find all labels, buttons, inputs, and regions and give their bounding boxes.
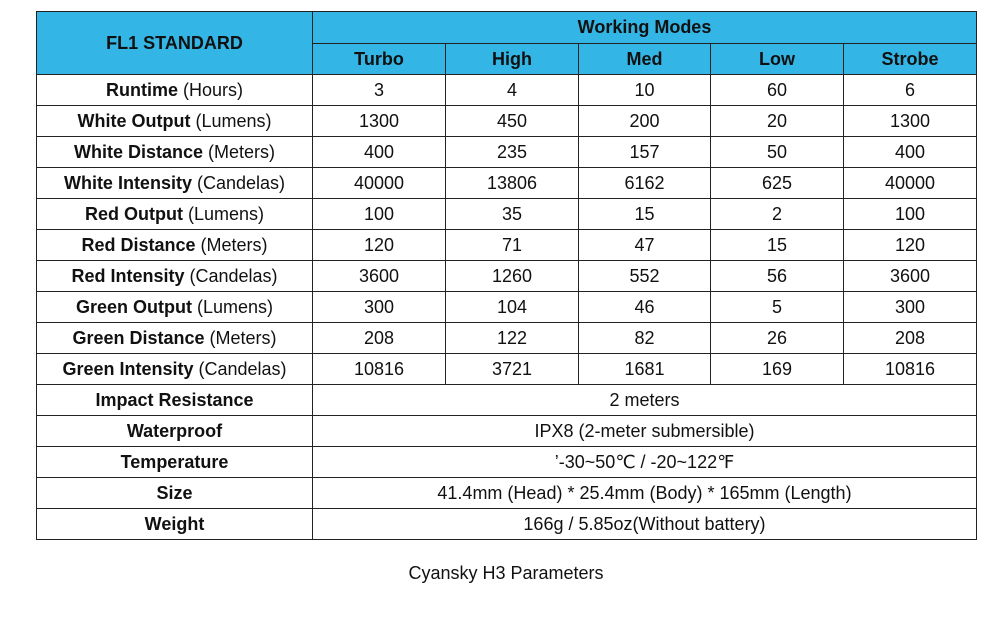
table-cell: 120 bbox=[844, 230, 977, 261]
row-label-unit: (Hours) bbox=[183, 80, 244, 100]
table-cell: 15 bbox=[711, 230, 844, 261]
spec-value: 166g / 5.85oz(Without battery) bbox=[313, 509, 977, 540]
spec-value: IPX8 (2-meter submersible) bbox=[313, 416, 977, 447]
table-cell: 1300 bbox=[844, 106, 977, 137]
table-cell: 104 bbox=[446, 292, 579, 323]
table-cell: 47 bbox=[579, 230, 711, 261]
table-cell: 208 bbox=[844, 323, 977, 354]
row-label-unit: (Meters) bbox=[209, 328, 277, 348]
table-row bbox=[37, 199, 977, 230]
row-label bbox=[37, 168, 313, 199]
table-row bbox=[37, 292, 977, 323]
table-cell: 3600 bbox=[313, 261, 446, 292]
table-cell: 13806 bbox=[446, 168, 579, 199]
table-cell: 169 bbox=[711, 354, 844, 385]
table-cell: 56 bbox=[711, 261, 844, 292]
spec-value: ’-30~50℃ / -20~122℉ bbox=[313, 447, 977, 478]
parameters-table bbox=[36, 11, 977, 540]
table-row bbox=[37, 261, 977, 292]
row-label bbox=[37, 137, 313, 168]
table-cell: 50 bbox=[711, 137, 844, 168]
table-cell: 40000 bbox=[313, 168, 446, 199]
table-row bbox=[37, 354, 977, 385]
row-label bbox=[37, 292, 313, 323]
row-label-name: Green Output bbox=[75, 297, 192, 317]
mode-header-med: Med bbox=[579, 44, 711, 75]
row-label-name: Red Output bbox=[84, 204, 183, 224]
row-label-name: White Output bbox=[77, 111, 191, 131]
row-label-name: Green Distance bbox=[72, 328, 205, 348]
table-cell: 10 bbox=[579, 75, 711, 106]
row-label-unit: (Lumens) bbox=[196, 297, 274, 317]
spec-row bbox=[37, 447, 977, 478]
mode-header-low: Low bbox=[711, 44, 844, 75]
mode-header-turbo: Turbo bbox=[313, 44, 446, 75]
row-label-name: Runtime bbox=[105, 80, 178, 100]
spec-row bbox=[37, 478, 977, 509]
table-row bbox=[37, 106, 977, 137]
table-row bbox=[37, 137, 977, 168]
table-row bbox=[37, 75, 977, 106]
row-label-name: Red Intensity bbox=[71, 266, 185, 286]
table-cell: 4 bbox=[446, 75, 579, 106]
spec-label: Waterproof bbox=[37, 416, 313, 447]
spec-row bbox=[37, 416, 977, 447]
table-cell: 300 bbox=[844, 292, 977, 323]
table-body bbox=[37, 75, 977, 540]
row-label-unit: (Lumens) bbox=[195, 111, 272, 131]
row-label bbox=[37, 261, 313, 292]
table-cell: 3600 bbox=[844, 261, 977, 292]
spec-label: Impact Resistance bbox=[37, 385, 313, 416]
table-cell: 552 bbox=[579, 261, 711, 292]
table-cell: 26 bbox=[711, 323, 844, 354]
mode-header-strobe: Strobe bbox=[844, 44, 977, 75]
table-cell: 6 bbox=[844, 75, 977, 106]
mode-header-high: High bbox=[446, 44, 579, 75]
table-cell: 208 bbox=[313, 323, 446, 354]
table-cell: 200 bbox=[579, 106, 711, 137]
table-cell: 15 bbox=[579, 199, 711, 230]
row-label bbox=[37, 354, 313, 385]
table-cell: 300 bbox=[313, 292, 446, 323]
spec-value: 41.4mm (Head) * 25.4mm (Body) * 165mm (Length) bbox=[313, 478, 977, 509]
table-cell: 10816 bbox=[313, 354, 446, 385]
table-cell: 400 bbox=[844, 137, 977, 168]
table-cell: 10816 bbox=[844, 354, 977, 385]
row-label-unit: (Candelas) bbox=[189, 266, 278, 286]
table-row bbox=[37, 230, 977, 261]
table-cell: 1681 bbox=[579, 354, 711, 385]
row-label-name: White Intensity bbox=[63, 173, 192, 193]
row-label-unit: (Meters) bbox=[200, 235, 268, 255]
row-label bbox=[37, 230, 313, 261]
spec-label: Size bbox=[37, 478, 313, 509]
row-label-name: White Distance bbox=[73, 142, 203, 162]
table-cell: 450 bbox=[446, 106, 579, 137]
table-cell: 3 bbox=[313, 75, 446, 106]
table-cell: 120 bbox=[313, 230, 446, 261]
table-cell: 46 bbox=[579, 292, 711, 323]
row-label bbox=[37, 323, 313, 354]
table-cell: 82 bbox=[579, 323, 711, 354]
spec-row bbox=[37, 509, 977, 540]
row-label-unit: (Candelas) bbox=[198, 359, 287, 379]
table-cell: 625 bbox=[711, 168, 844, 199]
spec-row bbox=[37, 385, 977, 416]
table-cell: 100 bbox=[313, 199, 446, 230]
table-header bbox=[37, 12, 977, 75]
table-cell: 235 bbox=[446, 137, 579, 168]
table-cell: 122 bbox=[446, 323, 579, 354]
table-cell: 20 bbox=[711, 106, 844, 137]
table-cell: 3721 bbox=[446, 354, 579, 385]
corner-label: FL1 STANDARD bbox=[37, 12, 313, 75]
table-row bbox=[37, 168, 977, 199]
spec-value: 2 meters bbox=[313, 385, 977, 416]
table-cell: 5 bbox=[711, 292, 844, 323]
table-cell: 40000 bbox=[844, 168, 977, 199]
table-cell: 2 bbox=[711, 199, 844, 230]
row-label-name: Red Distance bbox=[81, 235, 196, 255]
spec-label: Weight bbox=[37, 509, 313, 540]
row-label-unit: (Meters) bbox=[208, 142, 276, 162]
row-label-name: Green Intensity bbox=[62, 359, 194, 379]
table-cell: 1260 bbox=[446, 261, 579, 292]
row-label-unit: (Candelas) bbox=[196, 173, 286, 193]
table-caption: Cyansky H3 Parameters bbox=[408, 563, 604, 583]
row-label bbox=[37, 199, 313, 230]
spec-label: Temperature bbox=[37, 447, 313, 478]
table-cell: 157 bbox=[579, 137, 711, 168]
working-modes-header: Working Modes bbox=[313, 12, 977, 44]
row-label-unit: (Lumens) bbox=[187, 204, 265, 224]
table-cell: 400 bbox=[313, 137, 446, 168]
table-cell: 100 bbox=[844, 199, 977, 230]
table-cell: 35 bbox=[446, 199, 579, 230]
table-cell: 1300 bbox=[313, 106, 446, 137]
table-cell: 60 bbox=[711, 75, 844, 106]
table-cell: 6162 bbox=[579, 168, 711, 199]
row-label bbox=[37, 75, 313, 106]
table-cell: 71 bbox=[446, 230, 579, 261]
row-label bbox=[37, 106, 313, 137]
table-row bbox=[37, 323, 977, 354]
